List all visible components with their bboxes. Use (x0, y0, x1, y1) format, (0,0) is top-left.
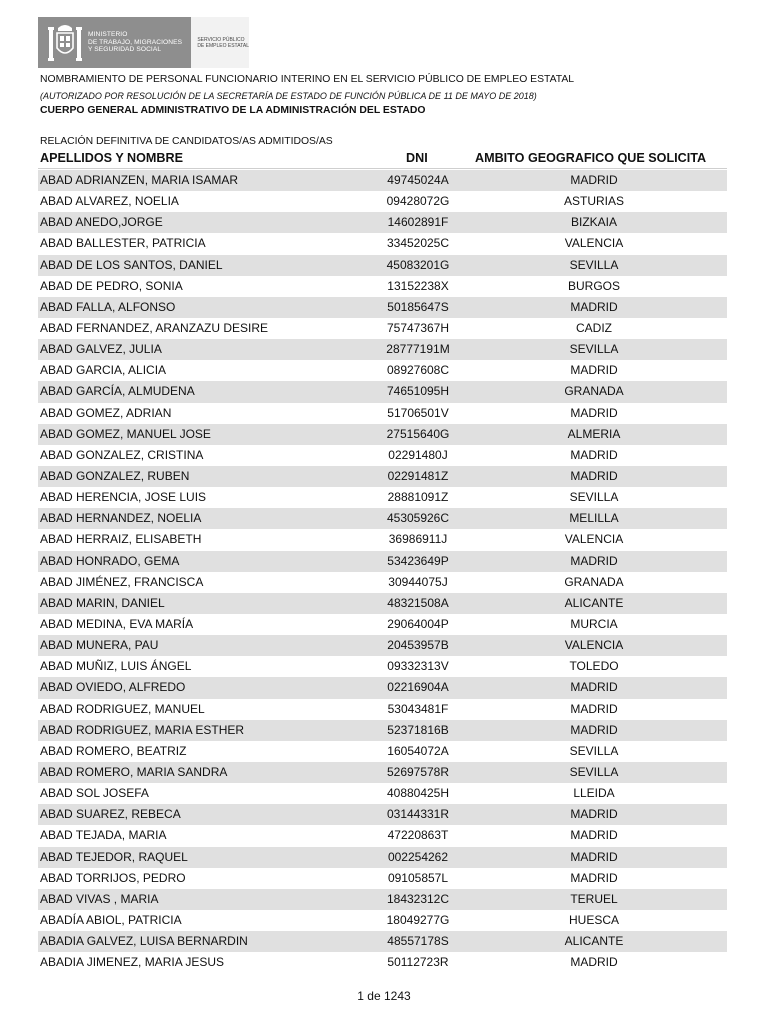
cell-dni: 52371816B (387, 722, 449, 737)
cell-name: ABAD SOL JOSEFA (40, 786, 149, 801)
table-row (38, 255, 727, 276)
table-row (38, 593, 727, 614)
cell-dni: 74651095H (386, 384, 450, 399)
cell-ambito: MADRID (570, 173, 618, 187)
cell-dni: 03144331R (386, 807, 450, 822)
cell-ambito: MADRID (570, 849, 618, 864)
cell-ambito: ALMERIA (567, 426, 621, 441)
table-row (38, 825, 727, 846)
cell-ambito: BURGOS (567, 278, 620, 293)
cell-name: ABAD RODRIGUEZ, MARIA ESTHER (40, 722, 245, 737)
table-row (38, 318, 727, 339)
document-title: NOMBRAMIENTO DE PERSONAL FUNCIONARIO INTERINO EN EL SERVICIO PÚBLICO DE EMPLEO ESTATAL (40, 74, 575, 85)
cell-dni: 36986911J (388, 532, 448, 547)
table-row (38, 360, 727, 381)
government-logo (38, 17, 249, 68)
cell-name: ABAD DE PEDRO, SONIA (40, 278, 183, 293)
cell-ambito: MADRID (570, 553, 618, 568)
cell-name: ABAD BALLESTER, PATRICIA (40, 236, 206, 251)
cell-dni: 28777191M (386, 342, 450, 357)
table-row (38, 424, 727, 445)
cell-name: ABAD FERNANDEZ, ARANZAZU DESIRE (40, 320, 269, 335)
table-row (38, 487, 727, 508)
cell-ambito: SEVILLA (569, 490, 619, 505)
cell-name: ABADÍA ABIOL, PATRICIA (40, 912, 182, 927)
cell-ambito: MADRID (570, 447, 618, 462)
cell-ambito: MADRID (570, 828, 618, 843)
table-row (38, 339, 727, 360)
cell-name: ABAD GONZALEZ, RUBEN (40, 468, 190, 483)
cell-dni: 45083201G (386, 257, 450, 272)
table-row (38, 381, 727, 402)
cell-ambito: SEVILLA (569, 342, 619, 357)
cell-dni: 30944075J (388, 574, 448, 589)
column-header-dni: DNI (406, 151, 428, 165)
cell-name: ABAD HERRAIZ, ELISABETH (40, 532, 202, 547)
cell-dni: 09428072G (386, 194, 450, 209)
ministry-name: MINISTERIO DE TRABAJO, MIGRACIONES Y SEGURIDAD SOCIAL (88, 31, 183, 54)
cell-dni: 02291480J (388, 447, 448, 462)
table-row (38, 170, 727, 191)
corps-title: CUERPO GENERAL ADMINISTRATIVO DE LA ADMINISTRACIÓN DEL ESTADO (40, 105, 426, 116)
cell-name: ABAD MEDINA, EVA MARÍA (40, 616, 194, 631)
cell-name: ABADIA JIMENEZ, MARIA JESUS (40, 955, 225, 970)
cell-dni: 09332313V (387, 659, 449, 674)
table-row (38, 677, 727, 698)
page-number: 1 de 1243 (357, 989, 411, 1003)
cell-name: ABAD MUNERA, PAU (40, 638, 159, 653)
cell-ambito: ASTURIAS (563, 194, 624, 209)
cell-ambito: MADRID (570, 955, 618, 970)
table-row (38, 804, 727, 825)
cell-dni: 18432312C (386, 891, 450, 906)
table-row (38, 635, 727, 656)
cell-dni: 51706501V (387, 405, 449, 420)
cell-ambito: MADRID (570, 680, 618, 695)
cell-ambito: SEVILLA (569, 257, 619, 272)
cell-dni: 02291481Z (387, 468, 449, 483)
cell-name: ABADIA GALVEZ, LUISA BERNARDIN (40, 934, 248, 949)
cell-ambito: ALICANTE (564, 934, 624, 949)
cell-ambito: CADIZ (576, 320, 612, 335)
cell-name: ABAD ROMERO, MARIA SANDRA (40, 764, 228, 779)
cell-ambito: TERUEL (570, 891, 618, 906)
cell-name: ABAD MUÑIZ, LUIS ÁNGEL (40, 659, 192, 674)
cell-ambito: VALENCIA (564, 532, 624, 547)
cell-name: ABAD JIMÉNEZ, FRANCISCA (40, 574, 204, 589)
cell-name: ABAD TORRIJOS, PEDRO (40, 870, 186, 885)
cell-dni: 29064004P (387, 616, 449, 631)
table-row (38, 931, 727, 952)
table-row (38, 403, 727, 424)
cell-dni: 53423649P (387, 553, 449, 568)
table-row (38, 656, 727, 677)
cell-dni: 52697578R (386, 764, 450, 779)
cell-name: ABAD MARIN, DANIEL (40, 595, 165, 610)
cell-dni: 33452025C (386, 236, 450, 251)
cell-name: ABAD GARCÍA, ALMUDENA (40, 384, 195, 399)
cell-ambito: MELILLA (569, 511, 619, 526)
cell-ambito: MADRID (570, 701, 618, 716)
cell-name: ABAD ANEDO,JORGE (40, 215, 163, 230)
coat-of-arms-icon (44, 21, 86, 65)
cell-ambito: MADRID (570, 870, 618, 885)
cell-dni: 40880425H (386, 786, 450, 801)
cell-ambito: ALICANTE (564, 595, 624, 610)
cell-name: ABAD ALVAREZ, NOELIA (40, 194, 179, 209)
cell-name: ABAD SUAREZ, REBECA (40, 807, 181, 822)
table-row (38, 551, 727, 572)
cell-ambito: BIZKAIA (570, 215, 617, 230)
table-row (38, 191, 727, 212)
cell-name: ABAD TEJADA, MARIA (40, 828, 167, 843)
cell-ambito: MURCIA (570, 616, 618, 631)
table-row (38, 212, 727, 233)
table-row (38, 952, 727, 973)
cell-dni: 28881091Z (387, 490, 449, 505)
cell-name: ABAD VIVAS , MARIA (40, 891, 159, 906)
cell-dni: 47220863T (387, 828, 449, 843)
table-row (38, 276, 727, 297)
list-title: RELACIÓN DEFINITIVA DE CANDIDATOS/AS ADMITIDOS/AS (40, 136, 333, 147)
table-row (38, 762, 727, 783)
column-header-ambito: AMBITO GEOGRAFICO QUE SOLICITA (475, 151, 707, 165)
cell-ambito: GRANADA (564, 574, 624, 589)
cell-dni: 75747367H (386, 320, 450, 335)
cell-ambito: TOLEDO (569, 659, 619, 674)
cell-dni: 48321508A (387, 595, 449, 610)
cell-dni: 14602891F (387, 215, 449, 230)
column-header-name: APELLIDOS Y NOMBRE (40, 151, 183, 165)
cell-ambito: MADRID (570, 299, 618, 314)
cell-dni: 09105857L (387, 870, 449, 885)
cell-name: ABAD GALVEZ, JULIA (40, 342, 162, 357)
cell-ambito: VALENCIA (564, 638, 624, 653)
cell-name: ABAD HERNANDEZ, NOELIA (40, 511, 202, 526)
cell-dni: 53043481F (387, 701, 449, 716)
cell-ambito: MADRID (570, 405, 618, 420)
authorization-note: (AUTORIZADO POR RESOLUCIÓN DE LA SECRETARÍA DE ESTADO DE FUNCIÓN PÚBLICA DE 11 DE MAYO DE 2018) (40, 91, 537, 101)
cell-name: ABAD HERENCIA, JOSE LUIS (40, 490, 207, 505)
cell-dni: 50185647S (387, 299, 449, 314)
cell-ambito: MADRID (570, 468, 618, 483)
ministry-logo-block (38, 17, 191, 68)
cell-name: ABAD FALLA, ALFONSO (40, 299, 176, 314)
cell-dni: 02216904A (387, 680, 449, 695)
cell-dni: 20453957B (387, 638, 449, 653)
cell-dni: 08927608C (386, 363, 450, 378)
cell-dni: 18049277G (386, 912, 450, 927)
table-row (38, 466, 727, 487)
cell-dni: 002254262 (387, 849, 449, 864)
table-row (38, 720, 727, 741)
cell-name: ABAD HONRADO, GEMA (40, 553, 180, 568)
candidates-table (38, 170, 727, 973)
table-row (38, 889, 727, 910)
cell-dni: 50112723R (387, 955, 449, 970)
cell-dni: 13152238X (387, 278, 449, 293)
cell-ambito: LLEIDA (573, 786, 615, 801)
cell-name: ABAD GONZALEZ, CRISTINA (40, 447, 204, 462)
cell-ambito: MADRID (570, 722, 618, 737)
table-row (38, 741, 727, 762)
table-row (38, 699, 727, 720)
table-row (38, 847, 727, 868)
cell-ambito: GRANADA (564, 384, 624, 399)
table-row (38, 233, 727, 254)
cell-dni: 48557178S (387, 934, 449, 949)
table-row (38, 445, 727, 466)
cell-name: ABAD ROMERO, BEATRIZ (40, 743, 187, 758)
cell-ambito: HUESCA (568, 912, 619, 927)
cell-ambito: SEVILLA (569, 764, 619, 779)
cell-name: ABAD ADRIANZEN, MARIA ISAMAR (40, 173, 239, 187)
cell-ambito: SEVILLA (569, 743, 619, 758)
cell-dni: 45305926C (386, 511, 450, 526)
cell-name: ABAD GOMEZ, MANUEL JOSE (40, 426, 211, 441)
cell-name: ABAD GOMEZ, ADRIAN (40, 405, 172, 420)
cell-dni: 49745024A (387, 173, 449, 187)
table-row (38, 910, 727, 931)
cell-dni: 27515640G (386, 426, 450, 441)
cell-name: ABAD OVIEDO, ALFREDO (40, 680, 186, 695)
table-row (38, 614, 727, 635)
cell-name: ABAD GARCIA, ALICIA (40, 363, 167, 378)
table-row (38, 529, 727, 550)
cell-ambito: VALENCIA (564, 236, 624, 251)
agency-name: SERVICIO PÚBLICO DE EMPLEO ESTATAL (197, 36, 249, 49)
table-row (38, 508, 727, 529)
table-row (38, 572, 727, 593)
table-row (38, 868, 727, 889)
table-header (38, 150, 727, 169)
cell-name: ABAD TEJEDOR, RAQUEL (40, 849, 188, 864)
cell-name: ABAD DE LOS SANTOS, DANIEL (40, 257, 223, 272)
table-row (38, 297, 727, 318)
table-row (38, 783, 727, 804)
cell-dni: 16054072A (387, 743, 449, 758)
cell-ambito: MADRID (570, 807, 618, 822)
cell-ambito: MADRID (570, 363, 618, 378)
cell-name: ABAD RODRIGUEZ, MANUEL (40, 701, 205, 716)
